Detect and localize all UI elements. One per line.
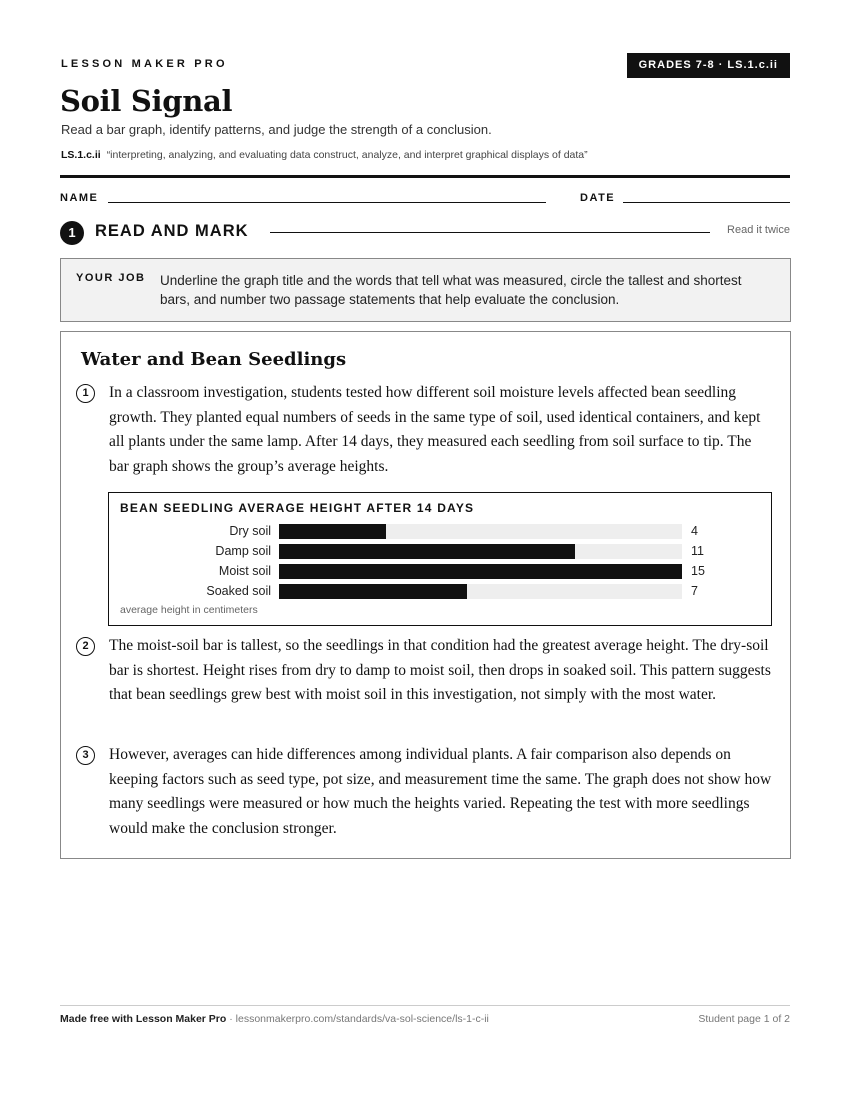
name-line[interactable] xyxy=(108,202,546,203)
passage-title: Water and Bean Seedlings xyxy=(81,349,347,370)
section-rule xyxy=(270,232,710,233)
paragraph-number-2: 2 xyxy=(76,637,95,656)
bar-soaked xyxy=(279,584,467,599)
bar-value-moist: 15 xyxy=(691,564,705,578)
paragraph-number-3: 3 xyxy=(76,746,95,765)
chart-axis-label: average height in centimeters xyxy=(120,604,258,616)
footer-credit xyxy=(60,1013,489,1025)
brand-name: LESSON MAKER PRO xyxy=(61,58,228,70)
footer-made-with: Made free with Lesson Maker Pro xyxy=(60,1013,227,1025)
job-label: YOUR JOB xyxy=(76,272,146,284)
date-line[interactable] xyxy=(623,202,790,203)
paragraph-number-1: 1 xyxy=(76,384,95,403)
page-subtitle: Read a bar graph, identify patterns, and judge the strength of a conclusion. xyxy=(61,122,492,137)
standard-line xyxy=(61,149,588,161)
bar-value-dry: 4 xyxy=(691,524,698,538)
page-title: Soil Signal xyxy=(60,84,233,118)
header-divider xyxy=(60,175,790,178)
bar-track-dry xyxy=(279,524,682,539)
bar-track-moist xyxy=(279,564,682,579)
job-box xyxy=(60,258,791,322)
bar-chart xyxy=(108,492,772,626)
bar-track-damp xyxy=(279,544,682,559)
bar-row-soaked xyxy=(109,583,771,600)
bar-label-dry: Dry soil xyxy=(229,524,271,538)
bar-track-soaked xyxy=(279,584,682,599)
student-fields xyxy=(60,192,790,206)
standard-code: LS.1.c.ii xyxy=(61,149,101,161)
section-note: Read it twice xyxy=(727,224,790,236)
bar-label-moist: Moist soil xyxy=(218,564,271,578)
bar-value-damp: 11 xyxy=(691,544,704,558)
bar-label-damp: Damp soil xyxy=(215,544,271,558)
passage-box xyxy=(60,331,791,859)
paragraph-1: In a classroom investigation, students tested how different soil moisture levels affected bean seedling growth. They planted equal numbers of seeds in the same type of soil, used identical containers, and kept all plants under the same lamp. After 14 days, they measured each seedling from soil surface to tip. The bar graph shows the group’s average heights. xyxy=(109,384,761,475)
bar-moist xyxy=(279,564,682,579)
bar-value-soaked: 7 xyxy=(691,584,698,598)
bar-row-dry xyxy=(109,523,771,540)
section-title: READ AND MARK xyxy=(95,222,249,240)
footer-divider xyxy=(60,1005,790,1006)
standard-text: “interpreting, analyzing, and evaluating data construct, analyze, and interpret graphical displays of data” xyxy=(106,149,588,161)
bar-label-soaked: Soaked soil xyxy=(206,584,271,598)
footer-url: · lessonmakerpro.com/standards/va-sol-science/ls-1-c-ii xyxy=(226,1013,489,1025)
footer-page-number: Student page 1 of 2 xyxy=(698,1013,790,1025)
section-header xyxy=(60,220,790,244)
chart-title: BEAN SEEDLING AVERAGE HEIGHT AFTER 14 DAYS xyxy=(120,501,475,515)
bar-row-damp xyxy=(109,543,771,560)
paragraph-2: The moist-soil bar is tallest, so the seedlings in that condition had the greatest average height. The dry-soil bar is shortest. Height rises from dry to damp to moist soil, then drops in soaked soil. This pattern suggests that bean seedlings grew best with moist soil in this investigation, not simply with the most water. xyxy=(109,637,771,703)
job-instructions: Underline the graph title and the words that tell what was measured, circle the tallest and shortest bars, and number two passage statements that help evaluate the conclusion. xyxy=(160,273,742,307)
date-label: DATE xyxy=(580,192,616,204)
paragraph-3: However, averages can hide differences among individual plants. A fair comparison also depends on keeping factors such as seed type, pot size, and measurement time the same. The graph does not show how many seedlings were measured or how much the heights varied. Repeating the test with more seedlings would make the conclusion stronger. xyxy=(109,746,772,837)
bar-dry xyxy=(279,524,386,539)
name-label: NAME xyxy=(60,192,99,204)
bar-damp xyxy=(279,544,575,559)
bar-row-moist xyxy=(109,563,771,580)
grade-badge: GRADES 7-8 · LS.1.c.ii xyxy=(627,53,790,78)
section-number-badge: 1 xyxy=(60,221,84,245)
